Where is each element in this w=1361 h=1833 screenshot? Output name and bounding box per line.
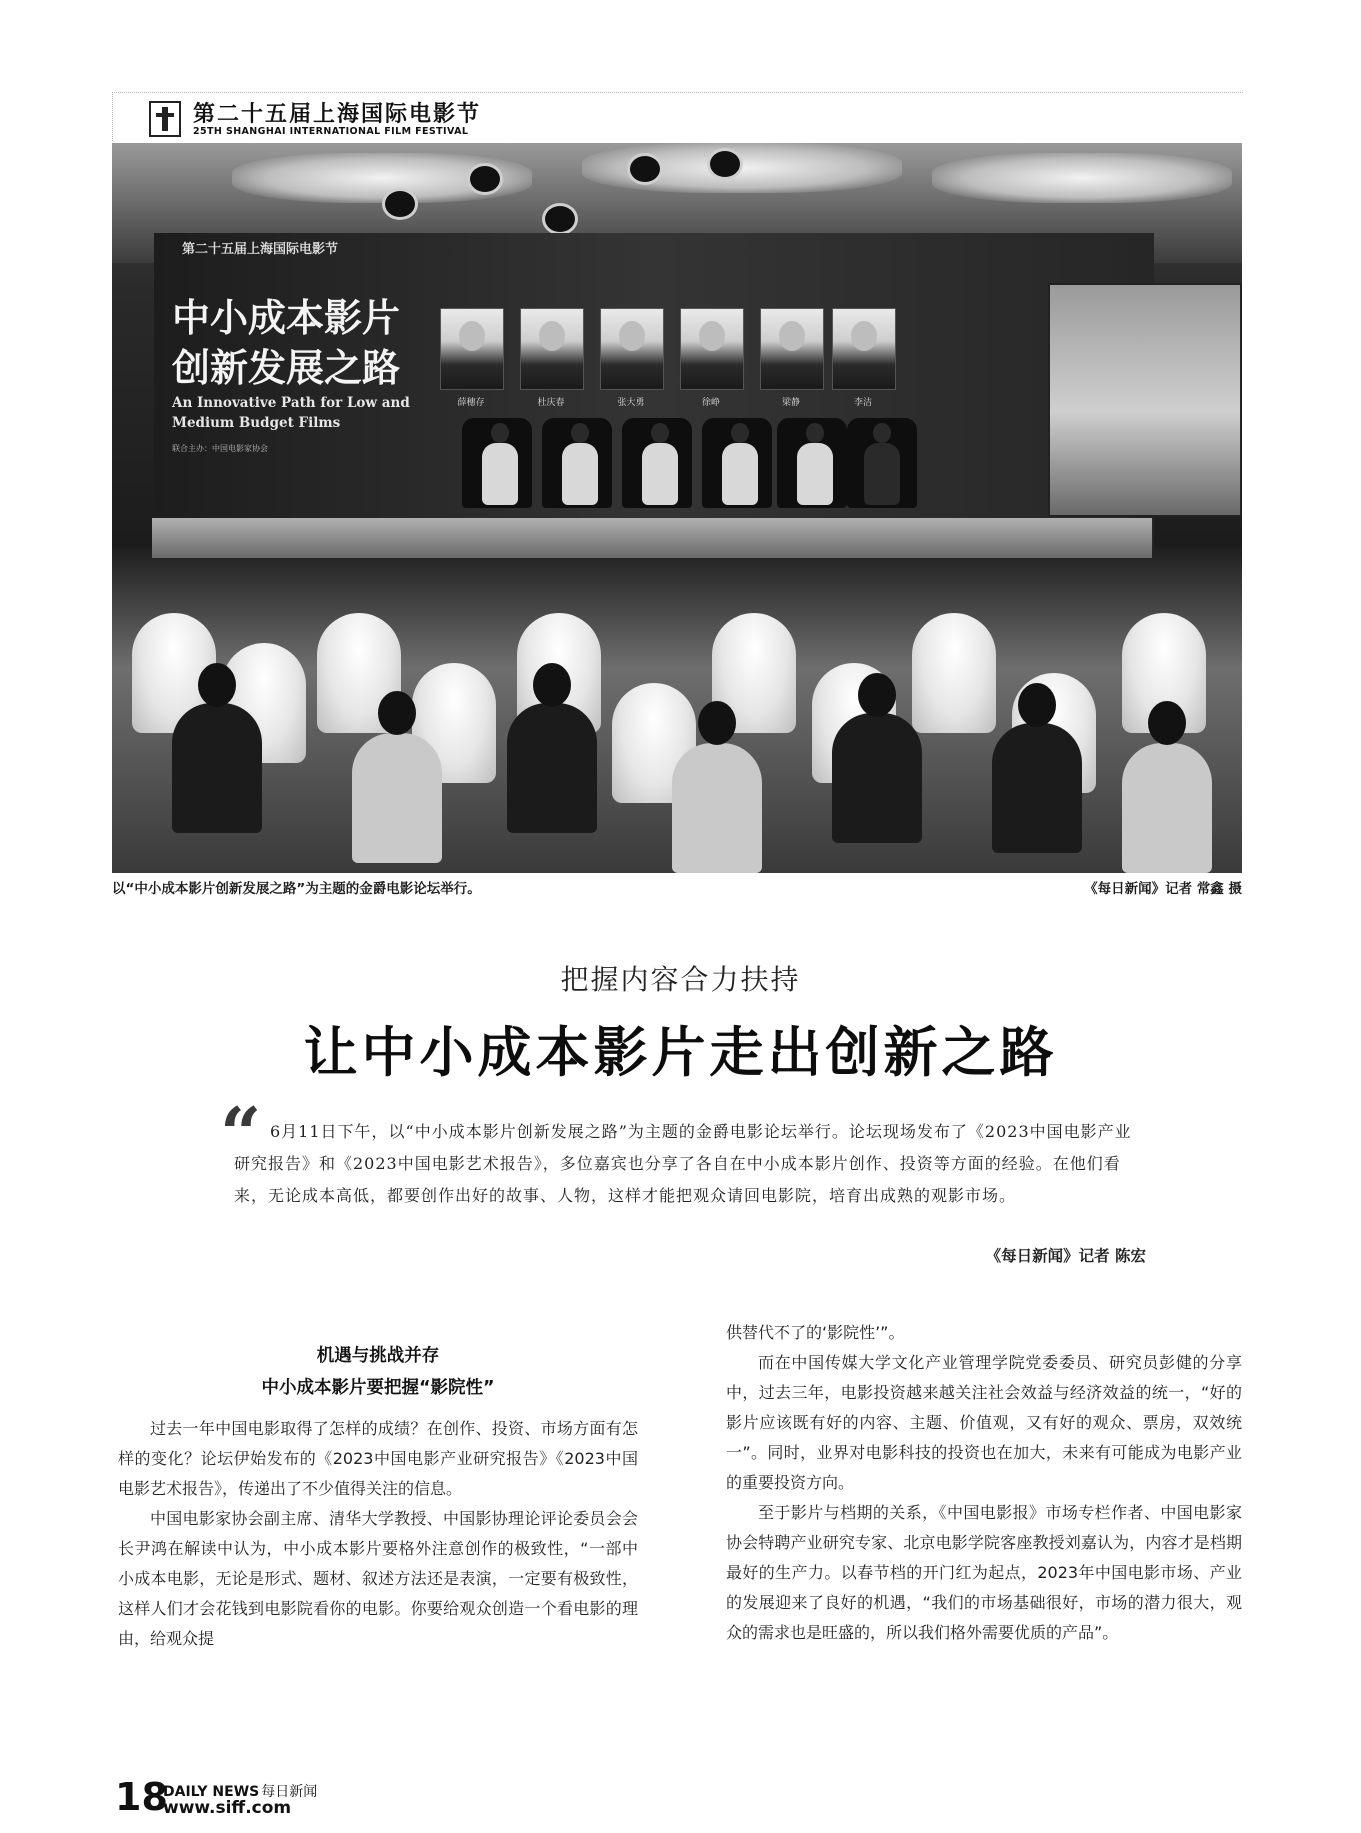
spotlight-icon bbox=[467, 163, 503, 195]
backdrop-organizer: 联合主办：中国电影家协会 bbox=[172, 444, 268, 453]
body-paragraph-continued: 供替代不了的‘影院性’”。 bbox=[726, 1323, 905, 1342]
panelist bbox=[797, 443, 833, 505]
panelist-name: 薛穗存 bbox=[457, 398, 485, 408]
panelist-portrait bbox=[680, 308, 744, 390]
audience-member bbox=[172, 703, 262, 833]
lead-byline: 《每日新闻》记者 陈宏 bbox=[985, 1247, 1146, 1265]
panelist-name: 张大勇 bbox=[617, 398, 645, 408]
audience-head bbox=[1018, 683, 1056, 727]
page-number: 18 bbox=[115, 1775, 168, 1819]
panelist-portrait bbox=[832, 308, 896, 390]
audience-head bbox=[1148, 701, 1186, 745]
panelist-portrait bbox=[440, 308, 504, 390]
body-paragraph: 过去一年中国电影取得了怎样的成绩？在创作、投资、市场方面有怎样的变化？论坛伊始发布的《2023中国电影产业研究报告》《2023中国电影艺术报告》，传递出了不少值得关注的信息。 bbox=[118, 1419, 638, 1498]
body-column-right bbox=[726, 1318, 1242, 1648]
publication-url: www.siff.com bbox=[163, 1798, 292, 1818]
article-subhead: 把握内容合力扶持 bbox=[560, 963, 801, 996]
photo-credit: 《每日新闻》记者 常鑫 摄 bbox=[1084, 881, 1242, 897]
audience-member bbox=[992, 723, 1082, 853]
audience-head bbox=[533, 663, 571, 707]
audience-chair bbox=[912, 613, 996, 733]
side-screen bbox=[1048, 283, 1242, 517]
masthead bbox=[112, 92, 1243, 141]
backdrop-title-en: An Innovative Path for Low and Medium Budget Films bbox=[172, 395, 410, 431]
body-paragraph: 中国电影家协会副主席、清华大学教授、中国影协理论评论委员会会长尹鸿在解读中认为，中小成本影片要格外注意创作的极致性，“一部中小成本电影，无论是形式、题材、叙述方法还是表演，一定要有极致性，这样人们才会花钱到电影院看你的电影。你要给观众创造一个看电影的理由，给观众提 bbox=[118, 1509, 638, 1648]
panelist bbox=[722, 443, 758, 505]
panelist bbox=[482, 443, 518, 505]
masthead-title-cn: 第二十五届上海国际电影节 bbox=[193, 101, 482, 127]
panelist-name: 徐峥 bbox=[701, 398, 720, 408]
audience-head bbox=[698, 701, 736, 745]
panelist-portrait bbox=[600, 308, 664, 390]
panelist-name: 杜庆春 bbox=[537, 398, 565, 408]
spotlight-icon bbox=[382, 188, 418, 220]
section-heading-line2: 中小成本影片要把握“影院性” bbox=[261, 1378, 495, 1398]
audience-head bbox=[198, 663, 236, 707]
chandelier bbox=[932, 153, 1232, 203]
photo-caption: 以“中小成本影片创新发展之路”为主题的金爵电影论坛举行。 bbox=[112, 881, 481, 897]
festival-logo-icon bbox=[149, 101, 181, 137]
audience-member bbox=[1122, 743, 1212, 873]
panelist-portrait bbox=[520, 308, 584, 390]
publication-name-cn: 每日新闻 bbox=[261, 1784, 318, 1800]
section-heading bbox=[118, 1340, 638, 1404]
body-paragraph: 至于影片与档期的关系，《中国电影报》市场专栏作者、中国电影家协会特聘产业研究专家、北京电影学院客座教授刘嘉认为，内容才是档期最好的生产力。以春节档的开门红为起点，2023年中国电影市场、产业的发展迎来了良好的机遇，“我们的市场基础很好，市场的潜力很大，观众的需求也是旺盛的，所以我们格外需要优质的产品”。 bbox=[726, 1503, 1242, 1642]
panelist-name: 梁静 bbox=[781, 398, 800, 408]
body-paragraph: 而在中国传媒大学文化产业管理学院党委委员、研究员彭健的分享中，过去三年，电影投资越来越关注社会效益与经济效益的统一，“好的影片应该既有好的内容、主题、价值观，又有好的观众、票房，双效统一”。同时，业界对电影科技的投资也在加大，未来有可能成为电影产业的重要投资方向。 bbox=[726, 1353, 1242, 1492]
forum-photo bbox=[112, 143, 1242, 873]
audience-member bbox=[832, 713, 922, 843]
stage bbox=[152, 518, 1152, 558]
panelist bbox=[642, 443, 678, 505]
panelist-name: 李洁 bbox=[853, 398, 872, 408]
panelist bbox=[864, 443, 900, 505]
audience-head bbox=[858, 673, 896, 717]
spotlight-icon bbox=[707, 148, 743, 180]
spotlight-icon bbox=[542, 203, 578, 235]
body-column-left bbox=[118, 1340, 638, 1654]
audience-member bbox=[507, 703, 597, 833]
panelist bbox=[562, 443, 598, 505]
audience-member bbox=[352, 733, 442, 863]
masthead-title-en: 25TH SHANGHAI INTERNATIONAL FILM FESTIVAL bbox=[193, 126, 469, 137]
spotlight-icon bbox=[627, 153, 663, 185]
publication-name-en: DAILY NEWS bbox=[163, 1784, 260, 1800]
backdrop-title: 中小成本影片创新发展之路 bbox=[172, 295, 401, 390]
panelist-portrait bbox=[760, 308, 824, 390]
article-headline: 让中小成本影片走出创新之路 bbox=[303, 1020, 1058, 1084]
section-heading-line1: 机遇与挑战并存 bbox=[316, 1346, 440, 1366]
audience-head bbox=[378, 691, 416, 735]
audience-member bbox=[672, 743, 762, 873]
article-lead: 6月11日下午，以“中小成本影片创新发展之路”为主题的金爵电影论坛举行。论坛现场发布了《2023中国电影产业研究报告》和《2023中国电影艺术报告》，多位嘉宾也分享了各自在中小成本影片创作、投资等方面的经验。在他们看来，无论成本高低，都要创作出好的故事、人物，这样才能把观众请回电影院，培育出成熟的观影市场。 bbox=[234, 1122, 1132, 1205]
quote-mark-icon: “ bbox=[220, 1091, 262, 1176]
backdrop-logo: 第二十五届上海国际电影节 bbox=[182, 242, 339, 257]
